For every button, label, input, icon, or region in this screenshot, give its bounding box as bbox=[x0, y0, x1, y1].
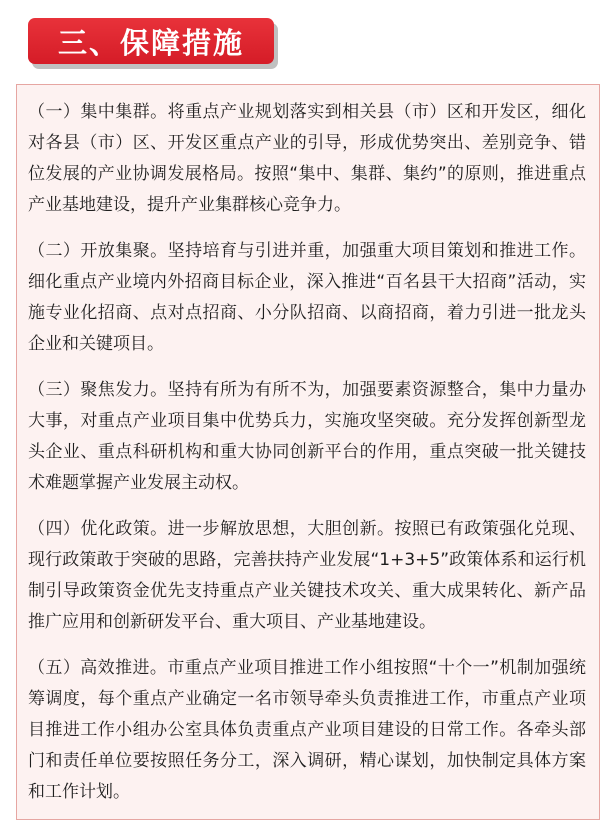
paragraph-efficient-advance: （五）高效推进。市重点产业项目推进工作小组按照“十个一”机制加强统筹调度，每个重点产业确定一名市领导牵头负责推进工作，市重点产业项目推进工作小组办公室具体负责重点产业项目建设的日常工作。各牵头部门和责任单位要按照任务分工，深入调研，精心谋划，加快制定具体方案和工作计划。 bbox=[28, 658, 586, 802]
paragraph-concentrate-cluster: （一）集中集群。将重点产业规划落实到相关县（市）区和开发区，细化对各县（市）区、开发区重点产业的引导，形成优势突出、差别竞争、错位发展的产业协调发展格局。按照“集中、集群、集约”的原则，推进重点产业基地建设，提升产业集群核心竞争力。 bbox=[28, 102, 586, 215]
paragraph-focus-force: （三）聚焦发力。坚持有所为有所不为，加强要素资源整合，集中力量办大事，对重点产业项目集中优势兵力，实施攻坚突破。充分发挥创新型龙头企业、重点科研机构和重大协同创新平台的作用，重点突破一批关键技术难题掌握产业发展主动权。 bbox=[28, 380, 586, 493]
header-banner bbox=[28, 18, 274, 64]
paragraph-open-gather: （二）开放集聚。坚持培育与引进并重，加强重大项目策划和推进工作。细化重点产业境内外招商目标企业，深入推进“百名县干大招商”活动，实施专业化招商、点对点招商、小分队招商、以商招商，着力引进一批龙头企业和关键项目。 bbox=[28, 241, 586, 354]
section-header bbox=[28, 18, 278, 70]
paragraph-optimize-policy: （四）优化政策。进一步解放思想，大胆创新。按照已有政策强化兑现、现行政策敢于突破的思路，完善扶持产业发展“1+3+5”政策体系和运行机制引导政策资金优先支持重点产业关键技术攻关、重大成果转化、新产品推广应用和创新研发平台、重大项目、产业基地建设。 bbox=[28, 519, 586, 632]
page-title: 三、保障措施 bbox=[57, 25, 244, 60]
